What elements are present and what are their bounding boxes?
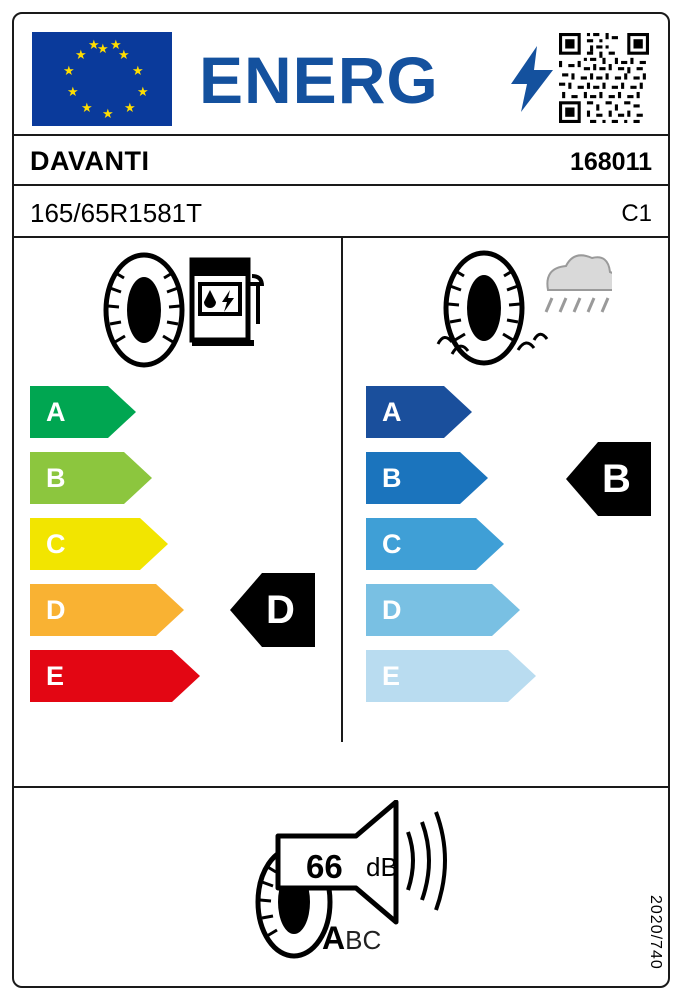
fuel-grade-D — [30, 584, 184, 636]
section-divider — [341, 238, 343, 742]
noise-value: 66 — [306, 848, 343, 885]
regulation-number: 2020/740 — [647, 895, 664, 970]
wet-grade-E — [366, 650, 536, 702]
model-code: 168011 — [569, 148, 652, 176]
brand-name: DAVANTI — [30, 146, 150, 176]
wet-grade-E-label: E — [382, 660, 401, 691]
wet-grade-A — [366, 386, 472, 438]
fuel-efficiency-pictogram — [92, 250, 272, 370]
grades-section — [14, 238, 668, 788]
noise-class-rest: BC — [345, 925, 382, 955]
fuel-grade-C — [30, 518, 168, 570]
fuel-grade-B — [30, 452, 152, 504]
tyre-class: C1 — [621, 200, 652, 227]
noise-class — [322, 920, 381, 957]
noise-unit: dB — [366, 852, 398, 882]
rain-cloud-icon — [546, 255, 612, 312]
wet-grade-C — [366, 518, 504, 570]
wet-grip-pictogram — [422, 250, 612, 370]
european-union-flag: ★ ★ ★ ★ ★ ★ ★ ★ ★ ★ ★ ★ — [32, 32, 172, 126]
fuel-grade-E-label: E — [46, 660, 65, 691]
wet-grade-B-label: B — [382, 462, 402, 493]
fuel-grade-B-label: B — [46, 462, 66, 493]
fuel-result-arrow — [230, 573, 315, 647]
fuel-grade-A-label: A — [46, 396, 66, 427]
fuel-grade-A — [30, 386, 136, 438]
tyre-size-row — [14, 186, 668, 238]
wet-grade-B — [366, 452, 488, 504]
noise-class-active: A — [322, 920, 346, 956]
brand-row — [14, 136, 668, 186]
tyre-energy-label — [12, 12, 670, 988]
fuel-pump-icon — [192, 260, 262, 346]
noise-section — [14, 788, 668, 984]
energy-bolt-icon — [511, 46, 553, 112]
qr-code — [558, 32, 650, 124]
wet-result-label: B — [602, 456, 631, 501]
label-header — [14, 14, 668, 136]
fuel-result-label: D — [266, 587, 295, 632]
fuel-grade-E — [30, 650, 200, 702]
fuel-grade-C-label: C — [46, 528, 66, 559]
tyre-icon — [106, 255, 182, 365]
wet-result-arrow — [566, 442, 651, 516]
tyre-size: 165/65R1581T — [30, 198, 203, 228]
fuel-grade-D-label: D — [46, 594, 66, 625]
tyre-wet-icon — [438, 253, 547, 363]
wet-grade-D-label: D — [382, 594, 402, 625]
wet-grade-D — [366, 584, 520, 636]
page-title: ENERG — [199, 43, 439, 117]
wet-grade-C-label: C — [382, 528, 402, 559]
noise-pictogram — [236, 800, 466, 970]
wet-grade-A-label: A — [382, 396, 402, 427]
